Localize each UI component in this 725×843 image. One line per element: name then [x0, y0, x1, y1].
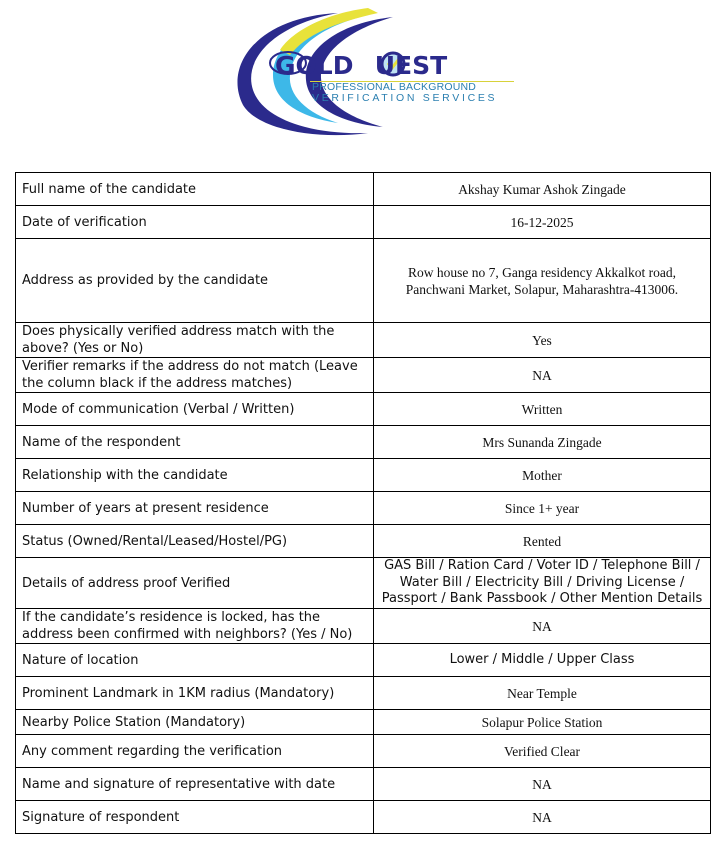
table-row — [16, 558, 711, 609]
table-row — [16, 525, 711, 558]
logo-brand-text — [275, 53, 447, 78]
field-label: Full name of the candidate — [16, 173, 374, 206]
table-row — [16, 459, 711, 492]
field-value: Since 1+ year — [374, 492, 711, 525]
field-value: Akshay Kumar Ashok Zingade — [374, 173, 711, 206]
table-row — [16, 358, 711, 393]
field-label: Nature of location — [16, 644, 374, 677]
field-label: Name and signature of representative with date — [16, 768, 374, 801]
table-row — [16, 609, 711, 644]
table-row — [16, 710, 711, 735]
logo-tagline-1: PROFESSIONAL BACKGROUND — [312, 81, 477, 93]
field-value: Near Temple — [374, 677, 711, 710]
verification-report-table — [15, 172, 711, 834]
field-label: Mode of communication (Verbal / Written) — [16, 393, 374, 426]
field-value: Mrs Sunanda Zingade — [374, 426, 711, 459]
field-value: NA — [374, 358, 711, 393]
logo-letter-q — [353, 51, 374, 80]
field-value: Yes — [374, 323, 711, 358]
logo-letters-old: OLD — [295, 51, 354, 80]
field-value: Written — [374, 393, 711, 426]
table-row — [16, 239, 711, 323]
field-label: Status (Owned/Rental/Leased/Hostel/PG) — [16, 525, 374, 558]
field-value: NA — [374, 801, 711, 834]
field-value: NA — [374, 609, 711, 644]
field-label: Prominent Landmark in 1KM radius (Mandatory) — [16, 677, 374, 710]
field-value: Verified Clear — [374, 735, 711, 768]
field-value: Rented — [374, 525, 711, 558]
table-row — [16, 677, 711, 710]
field-value: Solapur Police Station — [374, 710, 711, 735]
field-label: Date of verification — [16, 206, 374, 239]
field-label: Does physically verified address match with the above? (Yes or No) — [16, 323, 374, 358]
field-value: Row house no 7, Ganga residency Akkalkot road, Panchwani Market, Solapur, Maharashtra-413006. — [374, 239, 711, 323]
goldquest-logo — [218, 5, 518, 140]
field-label: Nearby Police Station (Mandatory) — [16, 710, 374, 735]
field-label: Any comment regarding the verification — [16, 735, 374, 768]
field-label: Number of years at present residence — [16, 492, 374, 525]
field-value: Lower / Middle / Upper Class — [374, 644, 711, 677]
field-label: If the candidate’s residence is locked, has the address been confirmed with neighbors? (Yes / No) — [16, 609, 374, 644]
table-row — [16, 393, 711, 426]
logo-letters-uest: UEST — [374, 51, 448, 80]
field-label: Signature of respondent — [16, 801, 374, 834]
table-row — [16, 735, 711, 768]
field-label: Relationship with the candidate — [16, 459, 374, 492]
field-label: Address as provided by the candidate — [16, 239, 374, 323]
field-value: GAS Bill / Ration Card / Voter ID / Telephone Bill / Water Bill / Electricity Bill / Driving License / Passport / Bank Passbook / Other Mention Details — [374, 558, 711, 609]
logo-tagline-2: VERIFICATION SERVICES — [312, 92, 498, 104]
field-label: Verifier remarks if the address do not match (Leave the column black if the address matches) — [16, 358, 374, 393]
table-row — [16, 801, 711, 834]
table-row — [16, 644, 711, 677]
table-row — [16, 492, 711, 525]
field-value: NA — [374, 768, 711, 801]
table-row — [16, 426, 711, 459]
table-row — [16, 173, 711, 206]
table-row — [16, 768, 711, 801]
field-label: Name of the respondent — [16, 426, 374, 459]
field-value: 16-12-2025 — [374, 206, 711, 239]
table-row — [16, 206, 711, 239]
logo-letter-g: G — [275, 51, 296, 80]
table-row — [16, 323, 711, 358]
field-label: Details of address proof Verified — [16, 558, 374, 609]
field-value: Mother — [374, 459, 711, 492]
